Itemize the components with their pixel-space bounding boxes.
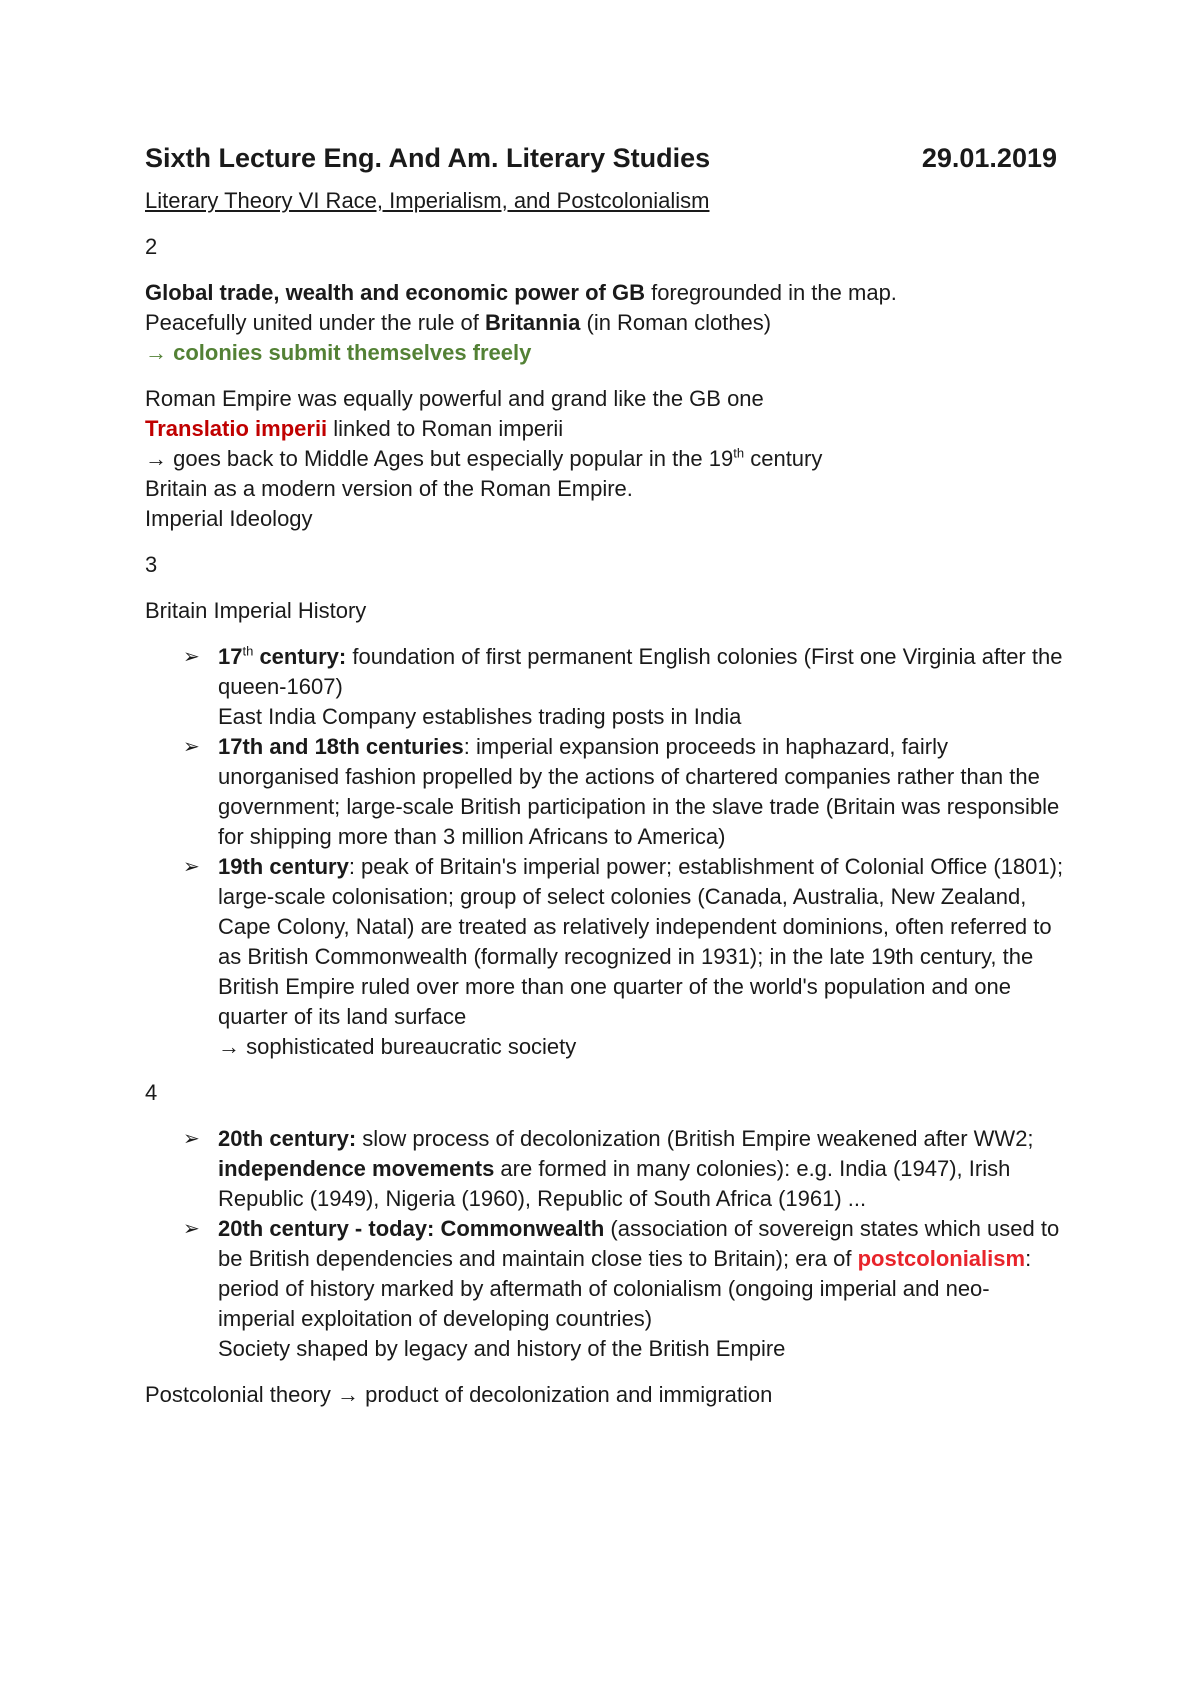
section-2-paragraph-2	[145, 384, 1065, 534]
bold-text: 19th century	[218, 854, 349, 879]
superscript: th	[242, 643, 254, 659]
list-item-extra	[218, 1032, 1065, 1062]
para-line: Roman Empire was equally powerful and grand like the GB one	[145, 386, 764, 411]
para-line	[145, 444, 1065, 474]
section-3-heading: Britain Imperial History	[145, 598, 367, 623]
highlight-green-text: colonies submit themselves freely	[173, 340, 532, 365]
text-span: foundation of first permanent English colonies (First one Virginia after the queen-1607)	[218, 644, 1063, 699]
text-span: century	[744, 446, 823, 471]
text-span: : period of history marked by aftermath of colonialism (ongoing imperial and neo-imperial exploitation of developing countries)	[218, 1246, 1032, 1331]
text-span: are formed in many colonies): e.g. India (1947), Irish Republic (1949), Nigeria (1960), Republic of South Africa (1961) ...	[218, 1156, 1011, 1211]
arrow-right-icon: →	[145, 340, 167, 365]
list-item	[145, 642, 1065, 732]
text-span: linked to Roman imperii	[327, 416, 564, 441]
text-span: product of decolonization and immigration	[359, 1382, 773, 1407]
section-number-4: 4	[145, 1080, 158, 1105]
text-span: foregrounded in the map.	[644, 280, 897, 305]
list-item	[145, 852, 1065, 1062]
list-item-extra: East India Company establishes trading posts in India	[218, 704, 742, 729]
highlight-red-text: Translatio imperii	[145, 416, 328, 441]
highlight-red-text: postcolonialism	[857, 1246, 1026, 1271]
arrow-right-icon: →	[218, 1034, 240, 1059]
text-span: (association of sovereign states which used to be British dependencies and maintain close ties to Britain); era of	[218, 1216, 1060, 1271]
section-4-bullet-list	[145, 1124, 1065, 1364]
list-item	[145, 1124, 1065, 1214]
text-span: Peacefully united under the rule of	[145, 310, 486, 335]
bold-text: Britannia	[485, 310, 581, 335]
bullet-arrow-icon: ➢	[183, 646, 200, 668]
bullet-arrow-icon: ➢	[183, 736, 200, 758]
closing-line	[145, 1380, 1065, 1410]
arrow-right-icon: →	[145, 446, 167, 471]
list-item-extra: Society shaped by legacy and history of the British Empire	[218, 1336, 786, 1361]
para-line	[145, 278, 1065, 308]
bold-text: century:	[253, 644, 347, 669]
text-span: : peak of Britain's imperial power; establishment of Colonial Office (1801); large-scale colonisation; group of select colonies (Canada, Australia, New Zealand, Cape Colony, Natal) are treated as relatively independent dominions, often referred to as British Commonwealth (formally recognized in 1931); in the late 19th century, the British Empire ruled over more than one quarter of the world's population and one quarter of its land surface	[218, 854, 1064, 1029]
para-line	[145, 338, 1065, 368]
section-number-3: 3	[145, 552, 158, 577]
document-subtitle: Literary Theory VI Race, Imperialism, and Postcolonialism	[145, 188, 710, 213]
bold-text: 20th century:	[218, 1126, 357, 1151]
text-span: sophisticated bureaucratic society	[240, 1034, 577, 1059]
text-span: slow process of decolonization (British Empire weakened after WW2;	[356, 1126, 1034, 1151]
text-span: Postcolonial theory	[145, 1382, 337, 1407]
para-line: Imperial Ideology	[145, 506, 313, 531]
para-line: Britain as a modern version of the Roman Empire.	[145, 476, 633, 501]
bold-text: independence movements	[218, 1156, 495, 1181]
document-title: Sixth Lecture Eng. And Am. Literary Studies	[145, 143, 711, 173]
arrow-right-icon: →	[337, 1382, 359, 1407]
bullet-arrow-icon: ➢	[183, 1218, 200, 1240]
bullet-arrow-icon: ➢	[183, 1128, 200, 1150]
section-2-paragraph-1	[145, 278, 1065, 368]
para-line	[145, 414, 1065, 444]
title-row	[145, 140, 1065, 176]
text-span: goes back to Middle Ages but especially popular in the 19	[167, 446, 734, 471]
text-span: (in Roman clothes)	[580, 310, 772, 335]
bold-text: 17	[218, 644, 243, 669]
bold-text: Global trade, wealth and economic power of GB	[145, 280, 645, 305]
para-line	[145, 308, 1065, 338]
section-number-2: 2	[145, 234, 158, 259]
list-item	[145, 732, 1065, 852]
document-page	[145, 140, 1065, 1426]
bold-text: 20th century - today: Commonwealth	[218, 1216, 605, 1241]
section-3-bullet-list	[145, 642, 1065, 1062]
bold-text: 17th and 18th centuries	[218, 734, 464, 759]
document-date: 29.01.2019	[921, 143, 1057, 173]
list-item	[145, 1214, 1065, 1364]
bullet-arrow-icon: ➢	[183, 856, 200, 878]
superscript: th	[733, 445, 745, 461]
text-span: : imperial expansion proceeds in haphazard, fairly unorganised fashion propelled by the actions of chartered companies rather than the government; large-scale British participation in the slave trade (Britain was responsible for shipping more than 3 million Africans to America)	[218, 734, 1060, 849]
